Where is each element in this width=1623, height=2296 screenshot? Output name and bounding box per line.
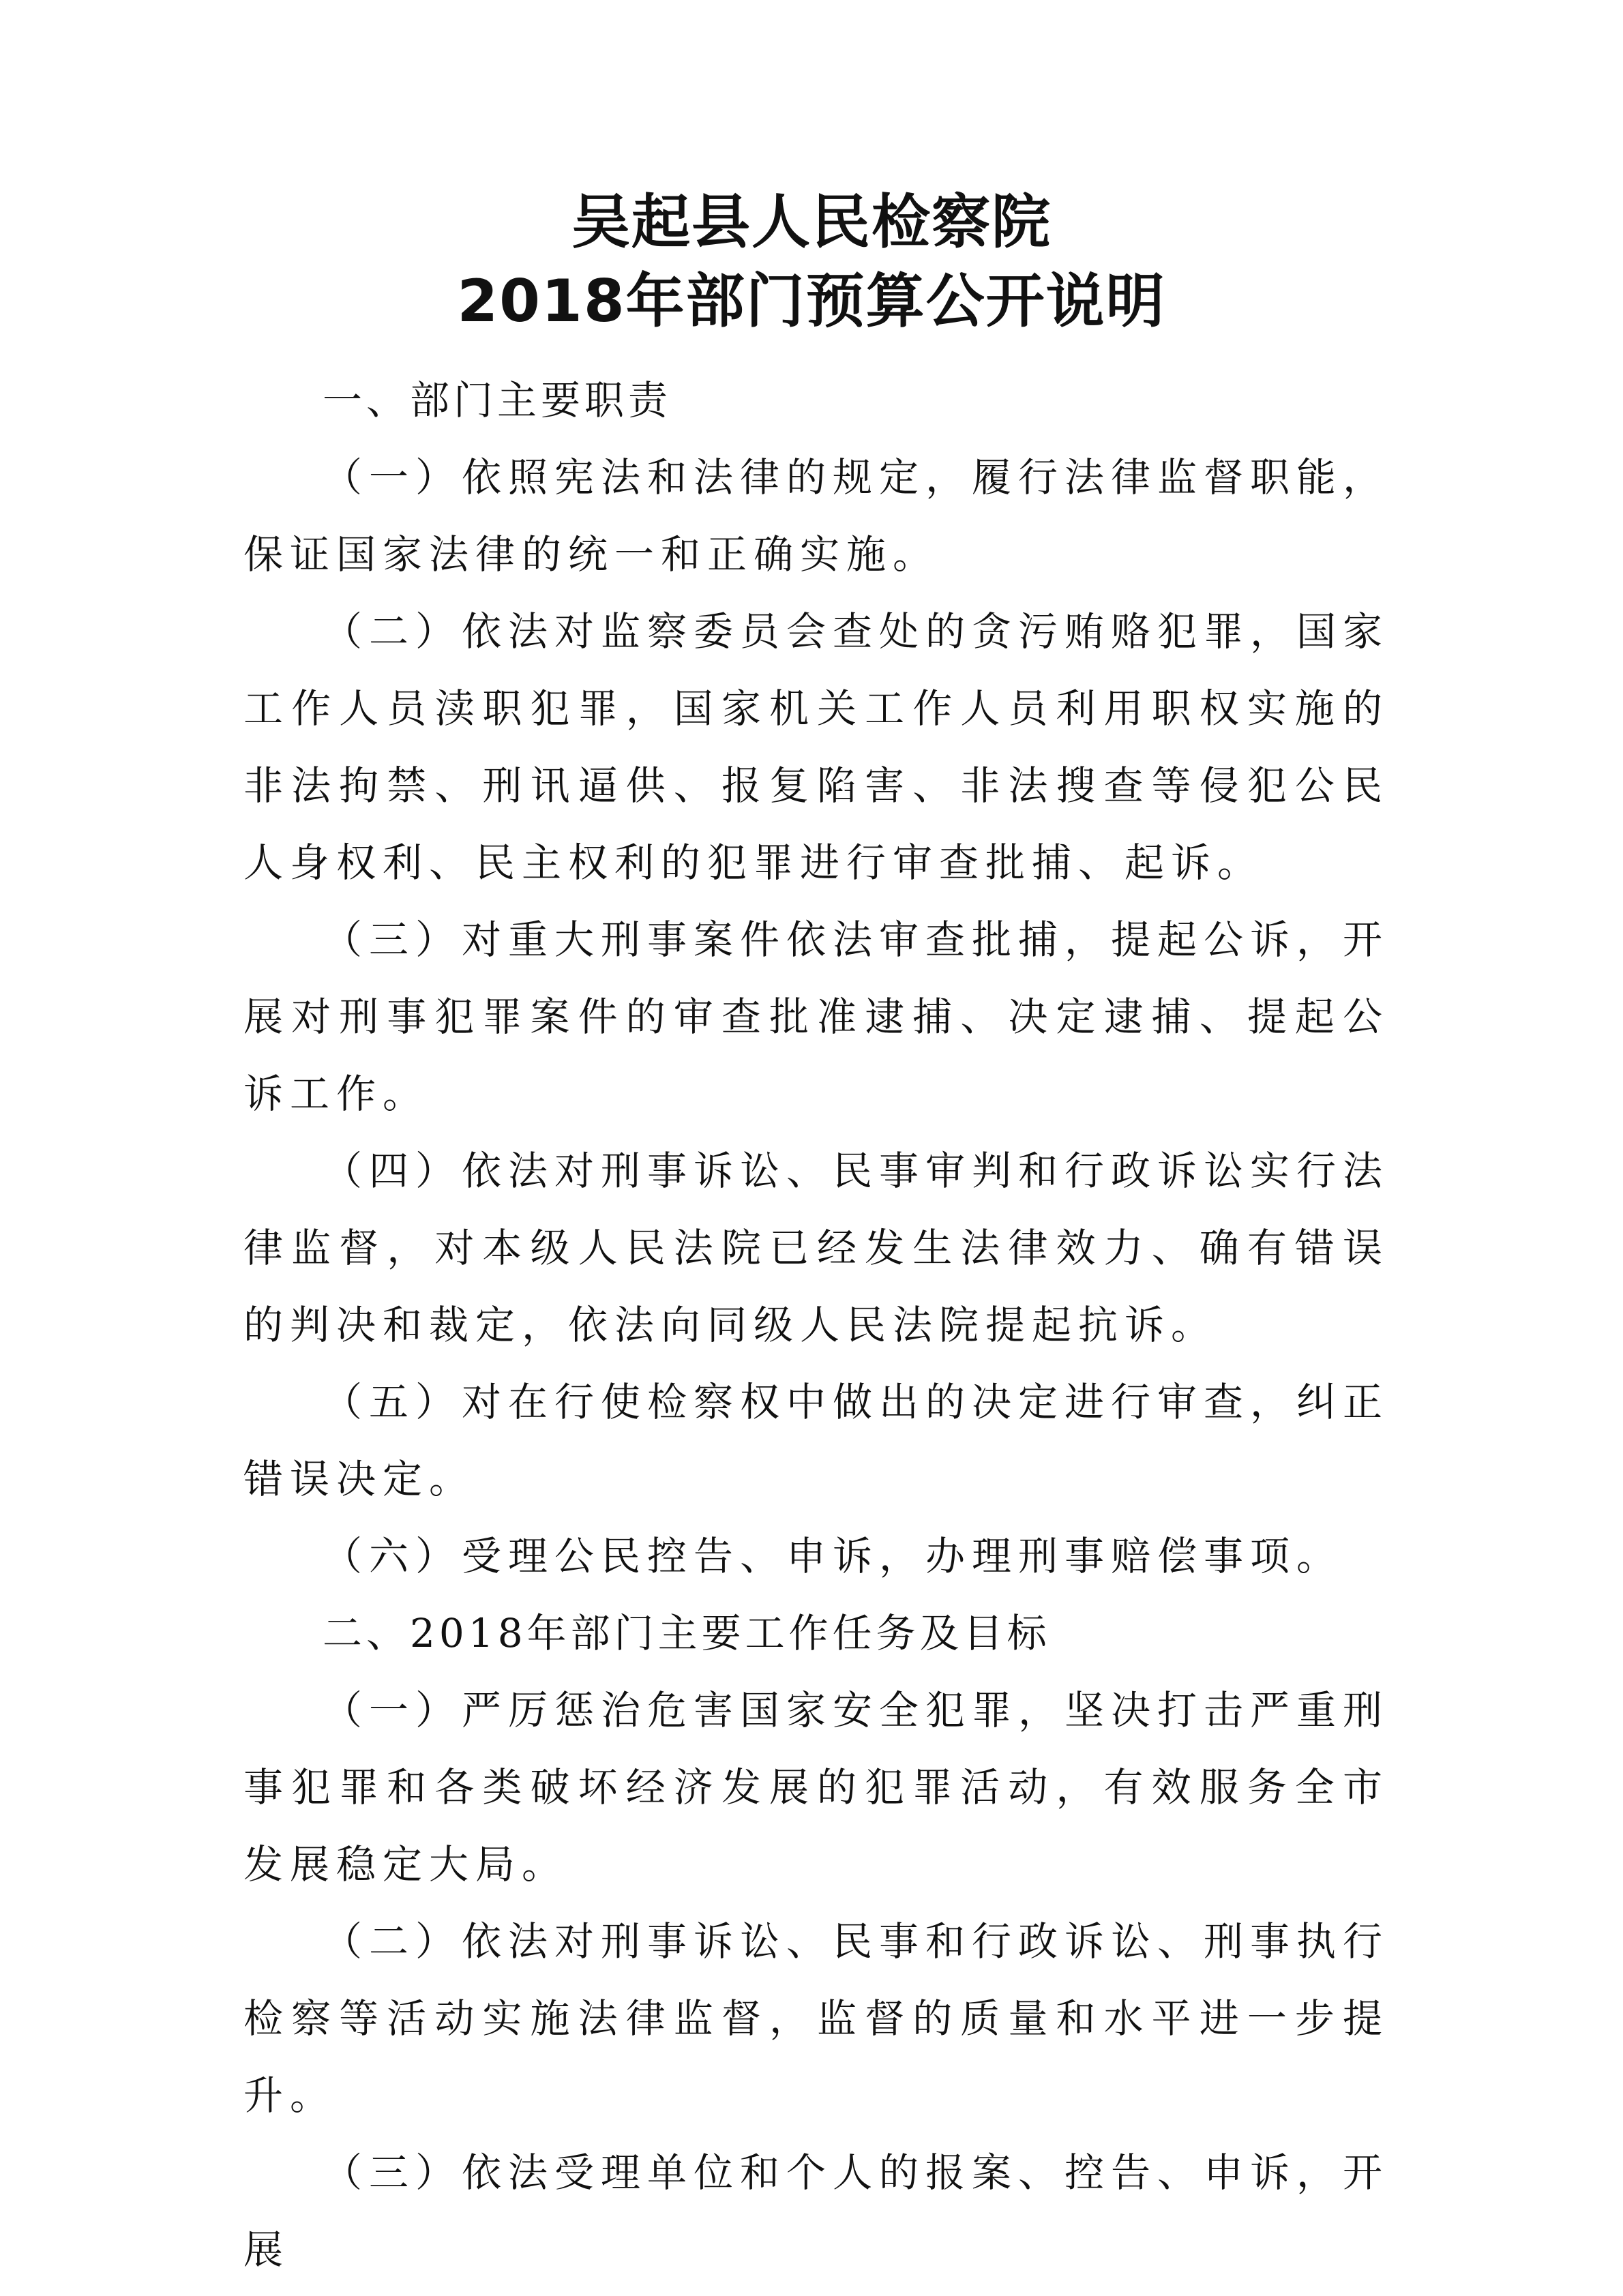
section-heading-tasks: 二、2018年部门主要工作任务及目标 — [323, 1610, 1051, 1656]
paragraph-task-3: （三）依法受理单位和个人的报案、控告、申诉，开展 — [243, 2149, 1390, 2273]
title-subject: 2018年部门预算公开说明 — [457, 267, 1166, 336]
paragraph-task-2: （二）依法对刑事诉讼、民事和行政诉讼、刑事执行检察等活动实施法律监督，监督的质量和水平进一步提升。 — [243, 1918, 1390, 2119]
document-body — [243, 362, 1389, 2288]
document-title — [0, 183, 1623, 341]
paragraph-duty-2: （二）依法对监察委员会查处的贪污贿赂犯罪，国家工作人员渎职犯罪，国家机关工作人员利用职权实施的非法拘禁、刑讯逼供、报复陷害、非法搜查等侵犯公民人身权利、民主权利的犯罪进行审查批捕、起诉。 — [243, 608, 1390, 886]
title-organization: 吴起县人民检察院 — [571, 188, 1052, 256]
paragraph-duty-5: （五）对在行使检察权中做出的决定进行审查，纠正错误决定。 — [243, 1379, 1390, 1502]
paragraph-duty-1: （一）依照宪法和法律的规定，履行法律监督职能，保证国家法律的统一和正确实施。 — [243, 454, 1390, 578]
paragraph-duty-6: （六）受理公民控告、申诉，办理刑事赔偿事项。 — [323, 1533, 1343, 1579]
paragraph-duty-4: （四）依法对刑事诉讼、民事审判和行政诉讼实行法律监督，对本级人民法院已经发生法律效力、确有错误的判决和裁定，依法向同级人民法院提起抗诉。 — [243, 1148, 1390, 1348]
paragraph-task-1: （一）严厉惩治危害国家安全犯罪，坚决打击严重刑事犯罪和各类破坏经济发展的犯罪活动，有效服务全市发展稳定大局。 — [243, 1687, 1390, 1888]
section-heading-duties: 一、部门主要职责 — [323, 377, 672, 423]
paragraph-duty-3: （三）对重大刑事案件依法审查批捕，提起公诉，开展对刑事犯罪案件的审查批准逮捕、决定逮捕、提起公诉工作。 — [243, 916, 1390, 1117]
